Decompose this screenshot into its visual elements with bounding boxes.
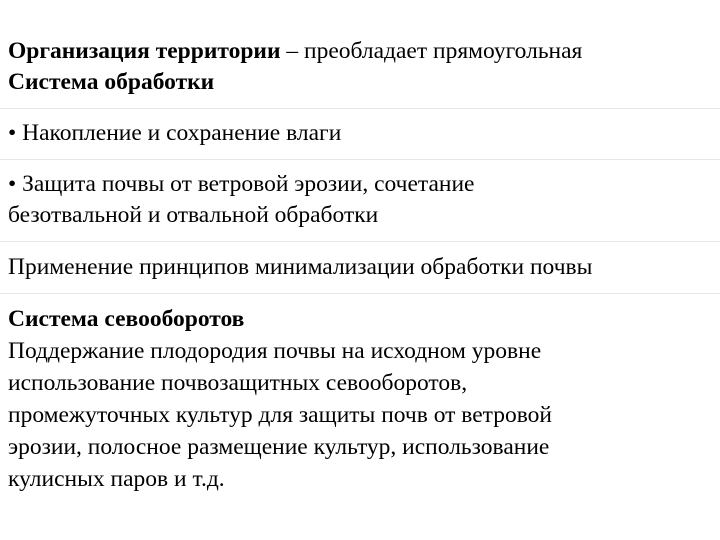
crop-rotation-title: Система севооборотов xyxy=(8,306,245,332)
organization-text: – преобладает прямоугольная xyxy=(280,38,583,64)
rotation-line-3: промежуточных культур для защиты почв от ветровой xyxy=(8,402,552,428)
bullet-moisture: • Накопление и сохранение влаги xyxy=(8,120,342,146)
rotation-line-5: кулисных паров и т.д. xyxy=(8,466,225,492)
rotation-line-4: эрозии, полосное размещение культур, использование xyxy=(8,434,550,460)
organization-line xyxy=(8,37,582,66)
organization-label: Организация территории xyxy=(8,38,281,64)
rotation-line-1: Поддержание плодородия почвы на исходном уровне xyxy=(8,338,542,364)
divider xyxy=(0,293,720,294)
divider xyxy=(0,108,720,109)
divider xyxy=(0,159,720,160)
divider xyxy=(0,241,720,242)
bullet-erosion: • Защита почвы от ветровой эрозии, сочетание xyxy=(8,171,475,197)
minimization-text: Применение принципов минимализации обработки почвы xyxy=(8,254,593,280)
tillage-system-title: Система обработки xyxy=(8,69,215,95)
bullet-erosion-cont: безотвальной и отвальной обработки xyxy=(8,202,379,228)
rotation-line-2: использование почвозащитных севооборотов, xyxy=(8,370,468,396)
